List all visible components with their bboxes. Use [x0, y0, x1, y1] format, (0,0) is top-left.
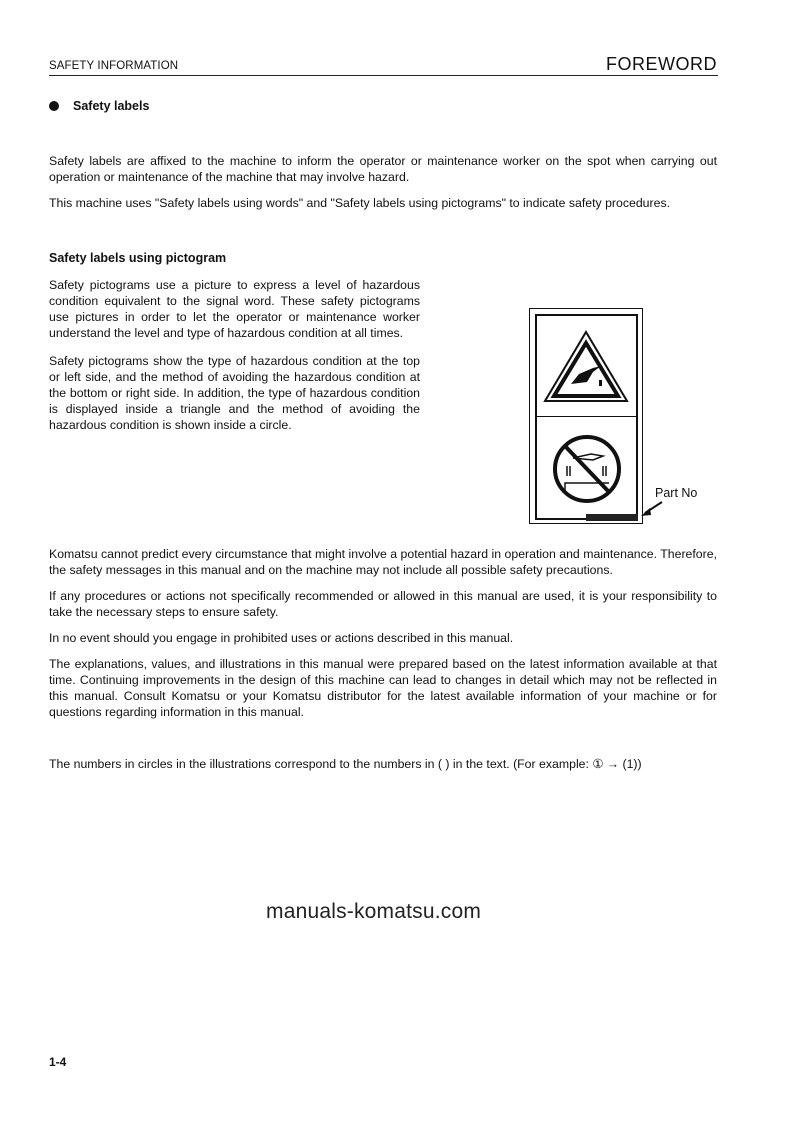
- body-block: [49, 546, 717, 782]
- intro-paragraph-2: This machine uses "Safety labels using words" and "Safety labels using pictograms" to indicate safety procedures.: [49, 196, 671, 210]
- body-paragraph-1: Komatsu cannot predict every circumstance that might involve a potential hazard in operation and maintenance. Therefore, the safety messages in this manual and on the machine may not include all possible safety precautions.: [49, 547, 717, 577]
- pictogram-text-column: [49, 277, 420, 445]
- section-heading-text: Safety labels: [73, 99, 150, 113]
- intro-block: [49, 153, 717, 221]
- bullet-icon: [49, 101, 59, 111]
- figure-divider: [537, 416, 636, 417]
- body-paragraph-2: If any procedures or actions not specifically recommended or allowed in this manual are used, it is your responsibility to take the necessary steps to ensure safety.: [49, 589, 717, 619]
- pictogram-paragraph-1: Safety pictograms use a picture to express a level of hazardous condition equivalent to the signal word. These safety pictograms use pictures in order to let the operator or maintenance worker understand the level and type of hazardous condition at all times.: [49, 278, 420, 340]
- hazard-warning-triangle-icon: [537, 316, 636, 518]
- body-paragraph-3: In no event should you engage in prohibited uses or actions described in this manual.: [49, 631, 514, 645]
- body-paragraph-4: The explanations, values, and illustrations in this manual were prepared based on the latest information available at that time. Continuing improvements in the design of this machine can lead to changes in detail which may not be reflected in this manual. Consult Komatsu or your Komatsu distributor for the latest available information of your machine or for questions regarding information in this manual.: [49, 657, 717, 719]
- subheading: Safety labels using pictogram: [49, 251, 227, 265]
- body-paragraph-5: The numbers in circles in the illustrations correspond to the numbers in ( ) in the text. (For example: ① → (1)): [49, 757, 642, 771]
- section-heading: [49, 99, 149, 113]
- header-chapter-title: FOREWORD: [606, 54, 717, 74]
- header-section-title: SAFETY INFORMATION: [49, 60, 179, 72]
- page-number: 1-4: [49, 1055, 67, 1069]
- part-number-label: [586, 514, 638, 521]
- part-no-callout: Part No: [655, 486, 698, 500]
- arrow-icon: [640, 500, 664, 518]
- watermark: manuals-komatsu.com: [266, 900, 482, 923]
- header-divider: [49, 75, 718, 76]
- safety-pictogram-figure: [529, 308, 643, 524]
- pictogram-paragraph-2: Safety pictograms show the type of hazardous condition at the top or left side, and the method of avoiding the hazardous condition at the bottom or right side. In addition, the type of hazardous condition is displayed inside a triangle and the method of avoiding the hazardous condition is shown inside a circle.: [49, 354, 420, 432]
- intro-paragraph-1: Safety labels are affixed to the machine to inform the operator or maintenance worker on the spot when carrying out operation or maintenance of the machine that may involve hazard.: [49, 154, 717, 184]
